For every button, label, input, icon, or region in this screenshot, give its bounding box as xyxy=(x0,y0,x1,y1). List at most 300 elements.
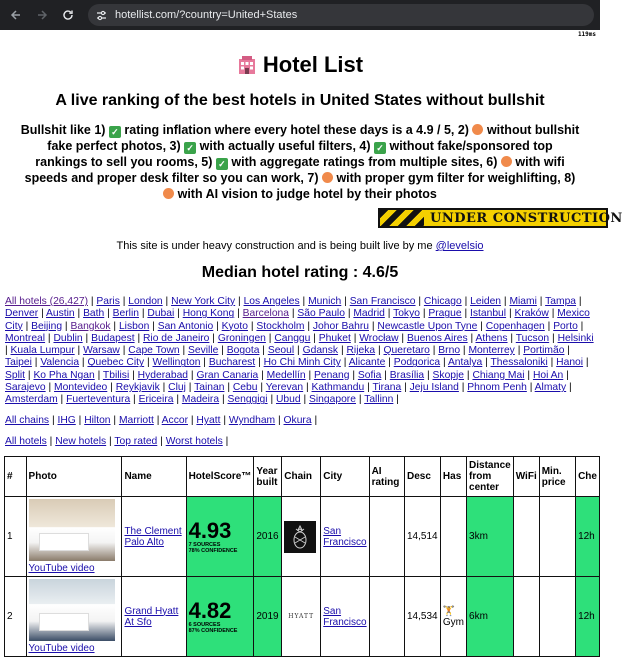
city-link-gdansk[interactable]: Gdansk xyxy=(302,345,339,357)
city-link-seoul[interactable]: Seoul xyxy=(267,345,295,357)
city-link-all-hotels-26-427[interactable]: All hotels (26,427) xyxy=(5,296,88,307)
link-separator: | xyxy=(129,369,138,381)
city-link-buenos-aires[interactable]: Buenos Aires xyxy=(406,332,468,344)
link-separator: | xyxy=(179,345,189,357)
link-separator: | xyxy=(267,394,276,406)
link-separator: | xyxy=(79,357,88,369)
hyatt-logo-text: HYATT xyxy=(288,613,315,620)
city-link-senggigi[interactable]: Senggigi xyxy=(227,394,268,406)
link-separator: | xyxy=(49,415,58,426)
gym-icon: 🏋 xyxy=(442,605,456,617)
pitch-intro: Bullshit like 1) xyxy=(20,123,106,137)
link-separator: | xyxy=(303,382,312,394)
col-rank[interactable]: # xyxy=(5,457,27,497)
city-link-phuket[interactable]: Phuket xyxy=(318,332,351,344)
hazard-stripes xyxy=(380,210,424,226)
link-separator: | xyxy=(401,382,410,394)
construction-note xyxy=(0,240,600,252)
has-cell xyxy=(440,577,466,657)
link-separator: | xyxy=(157,436,166,447)
link-separator: | xyxy=(544,320,554,332)
browser-toolbar xyxy=(0,0,600,30)
city-link-bogota[interactable]: Bogota xyxy=(226,345,260,357)
list-link-all-hotels[interactable]: All hotels xyxy=(5,436,47,447)
score-confidence: 87% CONFIDENCE xyxy=(188,627,238,634)
table-row[interactable] xyxy=(5,497,600,577)
link-separator: | xyxy=(344,308,354,320)
url-text[interactable]: hotellist.com/?country=United+States xyxy=(115,9,298,21)
table-row[interactable] xyxy=(5,577,600,657)
list-link-worst-hotels[interactable]: Worst hotels xyxy=(165,436,223,447)
link-separator: | xyxy=(577,320,584,332)
city-filter-links xyxy=(5,296,597,407)
link-separator: | xyxy=(526,382,535,394)
link-separator: | xyxy=(119,296,129,307)
link-separator: | xyxy=(224,382,233,394)
link-separator: | xyxy=(220,415,229,426)
link-separator: | xyxy=(338,345,347,357)
city-cell xyxy=(321,497,369,577)
col-distance[interactable]: Distance from center xyxy=(467,457,514,497)
link-separator: | xyxy=(415,296,424,307)
list-link-new-hotels[interactable]: New hotels xyxy=(55,436,107,447)
city-link-antalya[interactable]: Antalya xyxy=(447,357,483,369)
desc-cell: 14,534 xyxy=(404,577,440,657)
youtube-video-link[interactable]: YouTube video xyxy=(28,643,95,654)
link-separator: | xyxy=(106,436,115,447)
city-link-valencia[interactable]: Valencia xyxy=(40,357,80,369)
link-separator: | xyxy=(45,332,54,344)
render-time-badge: 119ms xyxy=(577,31,596,38)
col-has[interactable]: Has xyxy=(440,457,466,497)
city-link-porto[interactable]: Porto xyxy=(553,320,578,332)
city-link-canggu[interactable]: Canggu xyxy=(274,332,311,344)
list-link-top-rated[interactable]: Top rated xyxy=(114,436,158,447)
city-link-yerevan[interactable]: Yerevan xyxy=(265,382,304,394)
link-separator: | xyxy=(563,369,569,381)
checkmark-icon: ✓ xyxy=(216,158,228,170)
hyatt-logo[interactable] xyxy=(284,601,318,633)
photo-cell xyxy=(26,497,122,577)
reload-button[interactable] xyxy=(58,5,78,25)
arrow-left-icon xyxy=(10,9,22,21)
city-link-hong-kong[interactable]: Hong Kong xyxy=(182,308,235,320)
city-link-kuala-lumpur[interactable]: Kuala Lumpur xyxy=(10,345,75,357)
city-link-montreal[interactable]: Montreal xyxy=(5,332,46,344)
link-separator: | xyxy=(22,320,32,332)
pitch-point-7: with proper gym filter for weighlifting, 8) xyxy=(336,171,576,185)
hotel-icon xyxy=(237,55,257,81)
city-link-miami[interactable]: Miami xyxy=(509,296,537,307)
link-separator: | xyxy=(235,296,244,307)
pitch-point-5: with aggregate ratings from multiple sites, 6) xyxy=(231,155,498,169)
city-link-johor-bahru[interactable]: Johor Bahru xyxy=(312,320,369,332)
city-link-rio-de-janeiro[interactable]: Rio de Janeiro xyxy=(143,332,210,344)
city-link-montevideo[interactable]: Montevideo xyxy=(54,382,108,394)
city-link-brno[interactable]: Brno xyxy=(438,345,461,357)
city-link-queretaro[interactable]: Queretaro xyxy=(383,345,430,357)
link-separator: | xyxy=(458,382,468,394)
page-subtitle: A live ranking of the best hotels in United States without bullshit xyxy=(55,92,545,109)
link-separator: | xyxy=(130,394,139,406)
city-link-wellington[interactable]: Wellington xyxy=(152,357,201,369)
city-link-cebu[interactable]: Cebu xyxy=(232,382,258,394)
link-separator: | xyxy=(461,296,471,307)
city-link-monterrey[interactable]: Monterrey xyxy=(468,345,515,357)
city-link-gran-canaria[interactable]: Gran Canaria xyxy=(196,369,259,381)
city-link-kyoto[interactable]: Kyoto xyxy=(221,320,248,332)
link-separator: | xyxy=(289,308,298,320)
city-link-austin[interactable]: Austin xyxy=(46,308,75,320)
ai-rating-cell xyxy=(369,577,404,657)
link-separator: | xyxy=(482,357,491,369)
link-separator: | xyxy=(547,357,557,369)
city-link-amsterdam[interactable]: Amsterdam xyxy=(5,394,58,406)
hotel-name-link[interactable]: Grand Hyatt At Sfo xyxy=(124,605,179,628)
city-link-warsaw[interactable]: Warsaw xyxy=(83,345,120,357)
link-separator: | xyxy=(31,357,41,369)
col-name[interactable]: Name xyxy=(122,457,186,497)
median-rating: Median hotel rating : 4.6/5 xyxy=(201,264,399,281)
city-link-ubud[interactable]: Ubud xyxy=(275,394,301,406)
city-link-krakow[interactable]: Kraków xyxy=(514,308,549,320)
city-link-tbilisi[interactable]: Tbilisi xyxy=(102,369,130,381)
link-separator: | xyxy=(275,415,284,426)
list-filter-links xyxy=(5,436,597,448)
link-separator: | xyxy=(138,308,148,320)
min-price-cell xyxy=(539,497,575,577)
link-separator: | xyxy=(364,382,373,394)
link-separator: | xyxy=(460,345,469,357)
col-hotelscore[interactable]: HotelScore™ xyxy=(186,457,254,497)
link-separator: | xyxy=(188,369,197,381)
address-bar[interactable] xyxy=(88,4,594,26)
link-separator: | xyxy=(258,369,267,381)
city-link-tirana[interactable]: Tirana xyxy=(372,382,402,394)
link-separator: | xyxy=(110,320,119,332)
link-separator: | xyxy=(393,394,399,406)
pineapple-logo[interactable] xyxy=(284,521,316,553)
link-separator: | xyxy=(350,332,360,344)
hotel-table xyxy=(4,456,600,657)
link-separator: | xyxy=(381,369,390,381)
city-link-chiang-mai[interactable]: Chiang Mai xyxy=(472,369,525,381)
photo-cell xyxy=(26,577,122,657)
hotelscore-cell xyxy=(186,497,254,577)
link-separator: | xyxy=(299,296,309,307)
city-link-los-angeles[interactable]: Los Angeles xyxy=(243,296,300,307)
link-separator: | xyxy=(75,415,85,426)
link-separator: | xyxy=(507,332,516,344)
author-link[interactable]: @levelsio xyxy=(435,240,484,252)
arrow-right-icon xyxy=(36,9,48,21)
city-link-budapest[interactable]: Budapest xyxy=(91,332,135,344)
city-link-sarajevo[interactable]: Sarajevo xyxy=(5,382,46,394)
link-separator: | xyxy=(119,345,129,357)
city-link-cape-town[interactable]: Cape Town xyxy=(128,345,180,357)
checkmark-icon: ✓ xyxy=(109,126,121,138)
chain-link-ihg[interactable]: IHG xyxy=(57,415,76,426)
hotelscore-value: 4.93 xyxy=(188,517,232,543)
city-link-berlin[interactable]: Berlin xyxy=(112,308,139,320)
city-link-wroc-aw[interactable]: Wrocław xyxy=(359,332,399,344)
link-separator: | xyxy=(311,415,318,426)
city-link-san-antonio[interactable]: San Antonio xyxy=(157,320,214,332)
city-link-denver[interactable]: Denver xyxy=(5,308,39,320)
page-title xyxy=(0,52,600,81)
city-link-hyderabad[interactable]: Hyderabad xyxy=(137,369,189,381)
city-link-kathmandu[interactable]: Kathmandu xyxy=(311,382,365,394)
city-link-tallinn[interactable]: Tallinn xyxy=(364,394,394,406)
city-link-medellin[interactable]: Medellín xyxy=(266,369,306,381)
pitch-point-2: without bullshit fake perfect photos, 3) xyxy=(47,123,580,153)
link-separator: | xyxy=(576,296,582,307)
city-link-tainan[interactable]: Tainan xyxy=(194,382,225,394)
city-link-groningen[interactable]: Groningen xyxy=(217,332,266,344)
link-separator: | xyxy=(477,320,486,332)
link-separator: | xyxy=(159,382,169,394)
link-separator: | xyxy=(74,308,84,320)
city-link[interactable]: San Francisco xyxy=(323,605,367,628)
link-separator: | xyxy=(134,332,143,344)
col-year-built[interactable]: Year built xyxy=(254,457,282,497)
name-cell xyxy=(122,497,186,577)
city-link-munich[interactable]: Munich xyxy=(308,296,342,307)
hotel-name-link[interactable]: The Clement Palo Alto xyxy=(124,525,182,548)
city-link-split[interactable]: Split xyxy=(5,369,26,381)
city-link-bath[interactable]: Bath xyxy=(83,308,105,320)
city-link-tampa[interactable]: Tampa xyxy=(545,296,577,307)
city-link-beijing[interactable]: Beijing xyxy=(31,320,63,332)
city-link-tokyo[interactable]: Tokyo xyxy=(393,308,420,320)
link-separator: | xyxy=(467,332,476,344)
city-link-jeju-island[interactable]: Jeju Island xyxy=(409,382,459,394)
pitch-point-1: rating inflation where every hotel these days is a 4.9 / 5, 2) xyxy=(124,123,469,137)
wifi-cell xyxy=(513,577,539,657)
city-link-prague[interactable]: Prague xyxy=(428,308,462,320)
hotel-photo[interactable] xyxy=(29,579,115,641)
city-link-new-york-city[interactable]: New York City xyxy=(171,296,236,307)
link-separator: | xyxy=(213,320,222,332)
link-separator: | xyxy=(385,357,394,369)
link-separator: | xyxy=(384,308,394,320)
link-separator: | xyxy=(424,369,433,381)
link-separator: | xyxy=(461,308,470,320)
city-link-taipei[interactable]: Taipei xyxy=(5,357,32,369)
wifi-cell xyxy=(513,497,539,577)
city-link-london[interactable]: London xyxy=(128,296,163,307)
city-link-bucharest[interactable]: Bucharest xyxy=(208,357,256,369)
city-link-bangkok[interactable]: Bangkok xyxy=(70,320,111,332)
chain-link-wyndham[interactable]: Wyndham xyxy=(228,415,276,426)
link-separator: | xyxy=(173,394,182,406)
city-link-rijeka[interactable]: Rijeka xyxy=(346,345,376,357)
link-separator: | xyxy=(419,308,429,320)
city-link-singapore[interactable]: Singapore xyxy=(309,394,356,406)
col-min-price[interactable]: Min. price xyxy=(539,457,575,497)
link-separator: | xyxy=(222,436,229,447)
city-link-leiden[interactable]: Leiden xyxy=(470,296,502,307)
city-link-hoi-an[interactable]: Hoi An xyxy=(532,369,564,381)
back-button[interactable] xyxy=(6,5,26,25)
city-link-almaty[interactable]: Almaty xyxy=(534,382,567,394)
page-content xyxy=(0,30,623,654)
peach-icon xyxy=(322,172,333,183)
chain-filter-links xyxy=(5,415,597,427)
link-separator: | xyxy=(74,345,84,357)
ai-rating-cell xyxy=(369,497,404,577)
col-wifi[interactable]: WiFi xyxy=(513,457,539,497)
checkmark-icon: ✓ xyxy=(374,142,386,154)
link-separator: | xyxy=(5,345,11,357)
col-checkin[interactable]: Che xyxy=(576,457,600,497)
city-link-seville[interactable]: Seville xyxy=(188,345,219,357)
link-separator: | xyxy=(110,415,119,426)
city-link-mexico-city[interactable]: Mexico City xyxy=(5,308,590,332)
col-desc[interactable]: Desc xyxy=(404,457,440,497)
chain-link-hilton[interactable]: Hilton xyxy=(84,415,111,426)
checkin-cell: 12h xyxy=(576,577,600,657)
city-link-ho-chi-minh-city[interactable]: Ho Chi Minh City xyxy=(263,357,341,369)
city-link-chicago[interactable]: Chicago xyxy=(423,296,462,307)
link-separator: | xyxy=(38,308,47,320)
city-link-hanoi[interactable]: Hanoi xyxy=(556,357,584,369)
city-link-madrid[interactable]: Madrid xyxy=(353,308,385,320)
city-link-sofia[interactable]: Sofia xyxy=(357,369,382,381)
hotelscore-cell xyxy=(186,577,254,657)
rank-cell: 2 xyxy=(5,577,27,657)
city-link-alicante[interactable]: Alicante xyxy=(348,357,386,369)
link-separator: | xyxy=(257,382,266,394)
pitch-point-8: with AI vision to judge hotel by their photos xyxy=(177,187,437,201)
chain-cell xyxy=(282,497,321,577)
link-separator: | xyxy=(583,357,589,369)
chain-link-all-chains[interactable]: All chains xyxy=(5,415,50,426)
city-link-quebec-city[interactable]: Quebec City xyxy=(87,357,145,369)
city-link-paris[interactable]: Paris xyxy=(96,296,120,307)
link-separator: | xyxy=(566,382,572,394)
site-settings-icon[interactable] xyxy=(96,10,107,21)
city-link-ko-pha-ngan[interactable]: Ko Pha Ngan xyxy=(33,369,95,381)
link-separator: | xyxy=(536,296,546,307)
city-link-phnom-penh[interactable]: Phnom Penh xyxy=(467,382,527,394)
reload-icon xyxy=(62,9,74,21)
link-separator: | xyxy=(144,357,153,369)
city-link-barcelona[interactable]: Barcelona xyxy=(242,308,290,320)
link-separator: | xyxy=(501,296,510,307)
col-ai-rating[interactable]: AI rating xyxy=(369,457,404,497)
city-link-penang[interactable]: Penang xyxy=(313,369,350,381)
link-separator: | xyxy=(294,345,303,357)
link-separator: | xyxy=(94,369,103,381)
link-separator: | xyxy=(548,308,558,320)
link-separator: | xyxy=(564,345,570,357)
youtube-video-link[interactable]: YouTube video xyxy=(28,563,95,574)
city-link-istanbul[interactable]: Istanbul xyxy=(470,308,507,320)
link-separator: | xyxy=(440,357,448,369)
link-separator: | xyxy=(398,332,407,344)
peach-icon xyxy=(163,188,174,199)
has-gym-label: Gym xyxy=(442,616,465,628)
construction-note-text: This site is under heavy construction and is being built live by me xyxy=(116,240,433,252)
page-title-text: Hotel List xyxy=(262,52,364,77)
link-separator: | xyxy=(82,332,92,344)
city-link-madeira[interactable]: Madeira xyxy=(181,394,220,406)
col-photo[interactable]: Photo xyxy=(26,457,122,497)
link-separator: | xyxy=(200,357,209,369)
chain-link-marriott[interactable]: Marriott xyxy=(118,415,154,426)
forward-button[interactable] xyxy=(32,5,52,25)
link-separator: | xyxy=(369,320,378,332)
city-link-podgorica[interactable]: Podgorica xyxy=(393,357,441,369)
link-separator: | xyxy=(259,345,268,357)
city-link-ericeira[interactable]: Ericeira xyxy=(138,394,174,406)
checkmark-icon: ✓ xyxy=(184,142,196,154)
link-separator: | xyxy=(524,369,533,381)
city-link-reykjavik[interactable]: Reykjavik xyxy=(115,382,160,394)
city-link-brasilia[interactable]: Brasília xyxy=(389,369,425,381)
chain-link-accor[interactable]: Accor xyxy=(161,415,188,426)
score-sources: 6 SOURCES xyxy=(188,621,221,628)
city-link-athens[interactable]: Athens xyxy=(475,332,508,344)
link-separator: | xyxy=(375,345,384,357)
city-link-san-francisco[interactable]: San Francisco xyxy=(349,296,416,307)
distance-cell: 6km xyxy=(467,577,514,657)
col-chain[interactable]: Chain xyxy=(282,457,321,497)
link-separator: | xyxy=(25,369,34,381)
link-separator: | xyxy=(340,357,349,369)
city-link-thessaloniki[interactable]: Thessaloniki xyxy=(490,357,548,369)
col-city[interactable]: City xyxy=(321,457,369,497)
link-separator: | xyxy=(104,308,113,320)
link-separator: | xyxy=(185,382,195,394)
link-separator: | xyxy=(514,345,524,357)
desc-cell: 14,514 xyxy=(404,497,440,577)
link-separator: | xyxy=(188,415,197,426)
year-built-cell: 2019 xyxy=(254,577,282,657)
has-cell xyxy=(440,497,466,577)
peach-icon xyxy=(472,124,483,135)
link-separator: | xyxy=(218,345,227,357)
city-link-cluj[interactable]: Cluj xyxy=(168,382,186,394)
chain-link-hyatt[interactable]: Hyatt xyxy=(196,415,221,426)
chain-link-okura[interactable]: Okura xyxy=(283,415,312,426)
city-link-helsinki[interactable]: Helsinki xyxy=(557,332,594,344)
city-link-fuerteventura[interactable]: Fuerteventura xyxy=(66,394,131,406)
city-link-tucson[interactable]: Tucson xyxy=(515,332,550,344)
city-link-skopje[interactable]: Skopje xyxy=(432,369,465,381)
link-separator: | xyxy=(355,394,365,406)
link-separator: | xyxy=(255,357,264,369)
link-separator: | xyxy=(464,369,473,381)
link-separator: | xyxy=(162,296,172,307)
pitch-point-3: with actually useful filters, 4) xyxy=(199,139,371,153)
city-link-dublin[interactable]: Dublin xyxy=(53,332,83,344)
city-link[interactable]: San Francisco xyxy=(323,525,367,548)
hotel-photo[interactable] xyxy=(29,499,115,561)
pitch-text xyxy=(20,122,580,202)
city-link-stockholm[interactable]: Stockholm xyxy=(256,320,305,332)
city-link-newcastle-upon-tyne[interactable]: Newcastle Upon Tyne xyxy=(377,320,478,332)
link-separator: | xyxy=(149,320,158,332)
city-link-lisbon[interactable]: Lisbon xyxy=(118,320,150,332)
city-link-dubai[interactable]: Dubai xyxy=(147,308,175,320)
city-link-sao-paulo[interactable]: São Paulo xyxy=(297,308,345,320)
city-link-portimao[interactable]: Portimão xyxy=(523,345,565,357)
pitch-point-6: with wifi speeds and proper desk filter so you can work, 7) xyxy=(24,155,565,185)
city-link-copenhagen[interactable]: Copenhagen xyxy=(485,320,545,332)
rank-cell: 1 xyxy=(5,497,27,577)
